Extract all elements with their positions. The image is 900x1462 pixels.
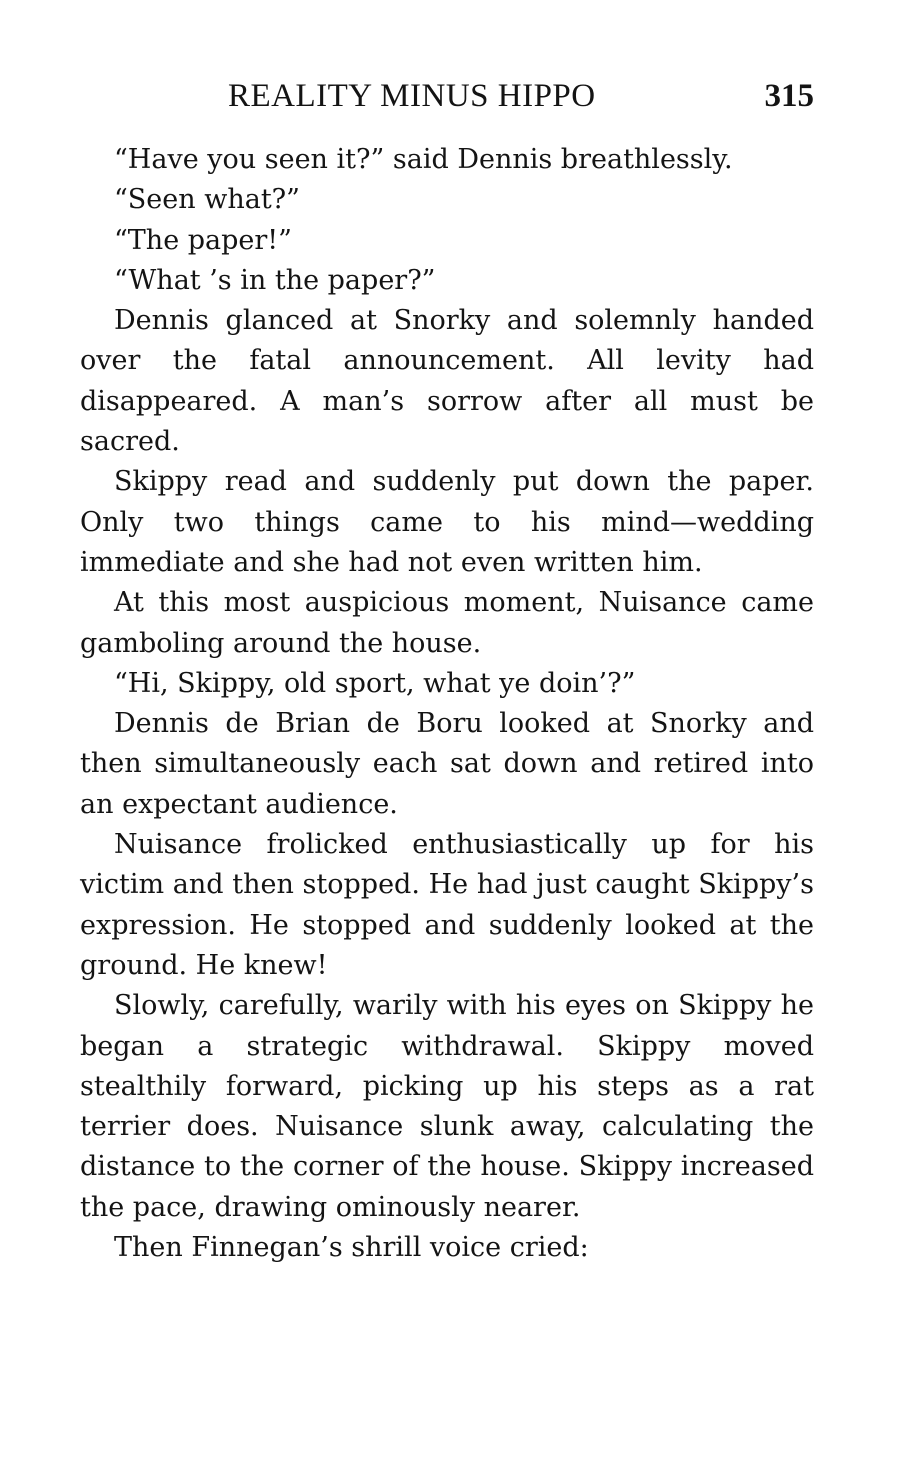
paragraph: Skippy read and suddenly put down the paper. Only two things came to his mind—wedding immediate and she had not even written him. bbox=[80, 466, 814, 578]
paragraph: “What ’s in the paper?” bbox=[114, 264, 436, 296]
paragraph: Slowly, carefully, warily with his eyes on Skippy he began a strategic withdrawal. Skippy moved stealthily forward, picking up his steps as a rat terrier does. Nuisance slunk away, calculating the distance to the corner of the house. Skippy increased the pace, drawing ominously nearer. bbox=[80, 990, 814, 1223]
paragraph: Nuisance frolicked enthusiastically up for his victim and then stopped. He had just caught Skippy’s expression. He stopped and suddenly looked at the ground. He knew! bbox=[80, 829, 814, 981]
running-head bbox=[80, 78, 814, 118]
paragraph: At this most auspicious moment, Nuisance came gamboling around the house. bbox=[80, 587, 814, 659]
page-number: 315 bbox=[764, 78, 814, 114]
paragraph: “Seen what?” bbox=[114, 184, 300, 216]
paragraph: “Hi, Skippy, old sport, what ye doin’?” bbox=[114, 667, 636, 699]
body-text bbox=[80, 140, 814, 1268]
paragraph: “The paper!” bbox=[114, 224, 292, 256]
running-title: REALITY MINUS HIPPO bbox=[228, 78, 596, 114]
paragraph: Then Finnegan’s shrill voice cried: bbox=[114, 1232, 589, 1264]
paragraph: Dennis de Brian de Boru looked at Snorky and then simultaneously each sat down and retired into an expectant audience. bbox=[80, 708, 814, 820]
paragraph: Dennis glanced at Snorky and solemnly handed over the fatal announcement. All levity had disappeared. A man’s sorrow after all must be sacred. bbox=[80, 305, 814, 458]
paragraph: “Have you seen it?” said Dennis breathlessly. bbox=[114, 144, 733, 175]
